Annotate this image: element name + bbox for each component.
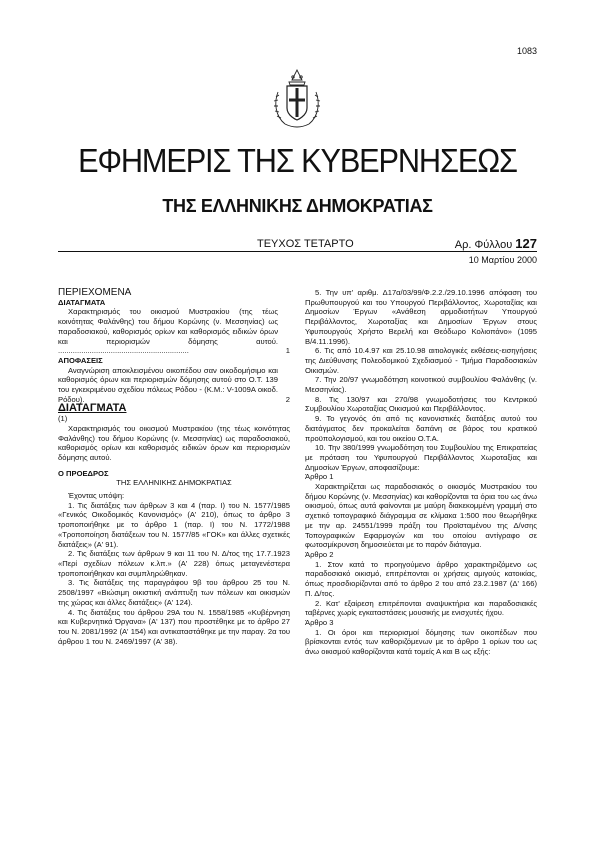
decree-summary: Χαρακτηρισμός του οικισμού Μυστρακίου (της τέως κοινότητας Φαλάνθης) του δήμου Κορώνης (ν. Μεσσηνίας) ως παραδοσιακού, καθορισμός ορίων και καθορισμός ειδικών όρων και περιορισμών δόμησης αυτού. [58,423,290,462]
article-1-heading: Άρθρο 1 [305,472,334,482]
page-number: 1083 [516,46,537,56]
article-3-heading: Άρθρο 3 [305,617,334,627]
article-1-text: Χαρακτηρίζεται ως παραδοσιακός ο οικισμός Μυστρακίου του δήμου Κορώνης (ν. Μεσσηνίας) και καθορίζονται τα όρια του ως άνω οικισμού, όπως αυτά φαίνονται με μαύρη διακεκομμένη γραμμή στο σχετικό τοπογραφικό διάγραμμα σε κλίμακα 1:500 που θεωρήθηκε με την αρ. 24551/1999 πράξη του Προϊσταμένου της Δ/νσης Τοπογραφικών Εφαρμογών και του οποίου αντίγραφο σε φωτοσμίκρυνση δημοσιεύεται με το παρόν διάταγμα. [305,482,537,550]
header-rule [58,251,537,252]
decree-number: (1) [58,414,68,424]
recital-paragraph: 1. Τις διατάξεις των άρθρων 3 και 4 (παρ. I) του Ν. 1577/1985 «Γενικός Οικοδομικός Κανονισμός» (Α' 210), όπως το άρθρο 3 τροποποιήθηκε με το άρθρο 1 (παρ. I) του Ν. 1772/1988 «Τροποποίηση διατάξεων του Ν. 1577/85 «ΓΟΚ» και άλλες σχετικές διατάξεις» (Α' 91). [58,500,290,549]
president-line-2: ΤΗΣ ΕΛΛΗΝΙΚΗΣ ΔΗΜΟΚΡΑΤΙΑΣ [116,478,232,488]
decrees-heading: ΔΙΑΤΑΓΜΑΤΑ [58,402,127,415]
issue-date: 10 Μαρτίου 2000 [468,255,537,265]
right-column [305,288,537,657]
recital-paragraph: 10. Την 380/1999 γνωμοδότηση του Συμβουλίου της Επικρατείας με πρόταση του Υφυπουργού Περιβάλλοντος Χωροταξίας και Δημοσίων Έργων, αποφασίζουμε: [305,443,537,472]
recital-paragraph: 5. Την υπ' αριθμ. Δ17α/03/99/Φ.2.2./29.10.1996 απόφαση του Πρωθυπουργού και του Υπουργού Περιβάλλοντος, Χωροταξίας και Δημοσίων Έργων «Ανάθεση αρμοδιοτήτων Υπουργού Περιβάλλοντος, Χωροταξίας και Δημοσίων Έργων στους Υφυπουργούς Χρήστο Βερελή και Θεόδωρο Κολιοπάνο» (1095 Β/4.11.1996). [305,288,537,346]
recital-paragraph: 9. Το γεγονός ότι από τις κανονιστικές διατάξεις αυτού του διατάγματος δεν προκαλείται δαπάνη σε βάρος του κρατικού προϋπολογισμού, και του οικείου Ο.Τ.Α. [305,414,537,443]
recital-paragraph: 7. Την 20/97 γνωμοδότηση κοινοτικού συμβουλίου Φαλάνθης (ν. Μεσσηνίας). [305,375,537,395]
toc-entry-text: Χαρακτηρισμός του οικισμού Μυστρακίου (της τέως κοινότητας Φαλάνθης) του δήμου Κορώνης (ν. Μεσσηνίας) ως παραδοσιακού, καθορισμός ορίων και καθορισμός ειδικών όρων και περιορισμών δόμησης αυτού. .............................................................. [58,307,278,356]
recital-paragraph: 6. Τις από 10.4.97 και 25.10.98 αιτιολογικές εκθέσεις-εισηγήσεις της Διεύθυνσης Πολεοδομικού Σχεδιασμού - Τμήμα Παραδοσιακών Οικισμών. [305,346,537,375]
article-3-text: 1. Οι όροι και περιορισμοί δόμησης των οικοπέδων που βρίσκονται εντός των καθοριζόμενων με το άρθρο 1 ορίων του ως άνω οικισμού καθορίζονται κατά τομείς Α και Β ως εξής: [305,627,537,657]
toc-section-heading: ΑΠΟΦΑΣΕΙΣ [58,355,103,365]
toc-entry-page: 1 [285,346,290,356]
gazette-subtitle: ΤΗΣ ΕΛΛΗΝΙΚΗΣ ΔΗΜΟΚΡΑΤΙΑΣ [162,196,433,216]
toc-section-heading: ΔΙΑΤΑΓΜΑΤΑ [58,297,106,307]
having-regard: Έχοντας υπόψη: [68,491,125,501]
article-2-paragraph: 1. Στον κατά το προηγούμενο άρθρο χαρακτηριζόμενο ως παραδοσιακό οικισμό, επιτρέπονται οι χρήσεις αμιγούς κατοικίας, όπως προσδιορίζονται από το άρθρο 2 του από 23.2.1987 (Δ' 166) Π. Δ/τος. [305,559,537,598]
toc-entry-text: Αναγνώριση αποκλεισμένου οικοπέδου σαν οικοδομήσιμο και καθορισμός όρων και περιορισμών δόμησης αυτού στο Ο.Τ. 139 του εγκεκριμένου σχεδίου πόλεως Ρόδου - (Κ.Μ.: V-1009Α οικοδ. Ρόδου). [58,365,278,404]
sheet-number: 127 [515,236,537,251]
article-2-heading: Άρθρο 2 [305,549,334,559]
toc-entry[interactable] [58,366,290,405]
recital-paragraph: 2. Τις διατάξεις των άρθρων 9 και 11 του Ν. Δ/τος της 17.7.1923 «Περί σχεδίων πόλεων κ.λπ.» (Α' 228) όπως μεταγενέστερα τροποποιήθηκαν και συμπληρώθηκαν. [58,549,290,578]
left-column [58,288,290,646]
recital-paragraph: 4. Τις διατάξεις του άρθρου 29Α του Ν. 1558/1985 «Κυβέρνηση και Κυβερνητικά Όργανα» (Α' 137) που προστέθηκε με το άρθρο 27 του Ν. 2081/1992 (Α' 154) και αντικαταστάθηκε με την παραγ. 2α του άρθρου 1 του Ν. 2469/1997 (Α' 38). [58,607,290,646]
recital-paragraph: 3. Τις διατάξεις της παραγράφου 9β του άρθρου 25 του Ν. 2508/1997 «Βιώσιμη οικιστική ανάπτυξη των πόλεων και οικισμών της χώρας και άλλες διατάξεις» (Α' 124). [58,578,290,607]
toc-title: ΠΕΡΙΕΧΟΜΕΝΑ [58,287,132,298]
article-2-paragraph: 2. Κατ' εξαίρεση επιτρέπονται αναψυκτήρια και παραδοσιακές ταβέρνες χωρίς εγκαταστάσεις μουσικής με ενισχυτές ήχου. [305,598,537,618]
greek-coat-of-arms-icon [271,64,323,136]
issue-sheet [455,236,537,251]
toc-entry-page: 2 [285,394,290,404]
toc-entry[interactable] [58,307,290,356]
recital-paragraph: 8. Τις 130/97 και 270/98 γνωμοδοτήσεις του Κεντρικού Συμβουλίου Χωροταξίας Οικισμού και Περιβάλλοντος. [305,394,537,414]
issue-part: ΤΕΥΧΟΣ ΤΕΤΑΡΤΟ [257,238,354,250]
sheet-label: Αρ. Φύλλου [454,239,513,251]
president-line-1: Ο ΠΡΟΕΔΡΟΣ [58,468,109,478]
gazette-title: ΕΦΗΜΕΡΙΣ ΤΗΣ ΚΥΒΕΡΝΗΣΕΩΣ [78,142,517,179]
